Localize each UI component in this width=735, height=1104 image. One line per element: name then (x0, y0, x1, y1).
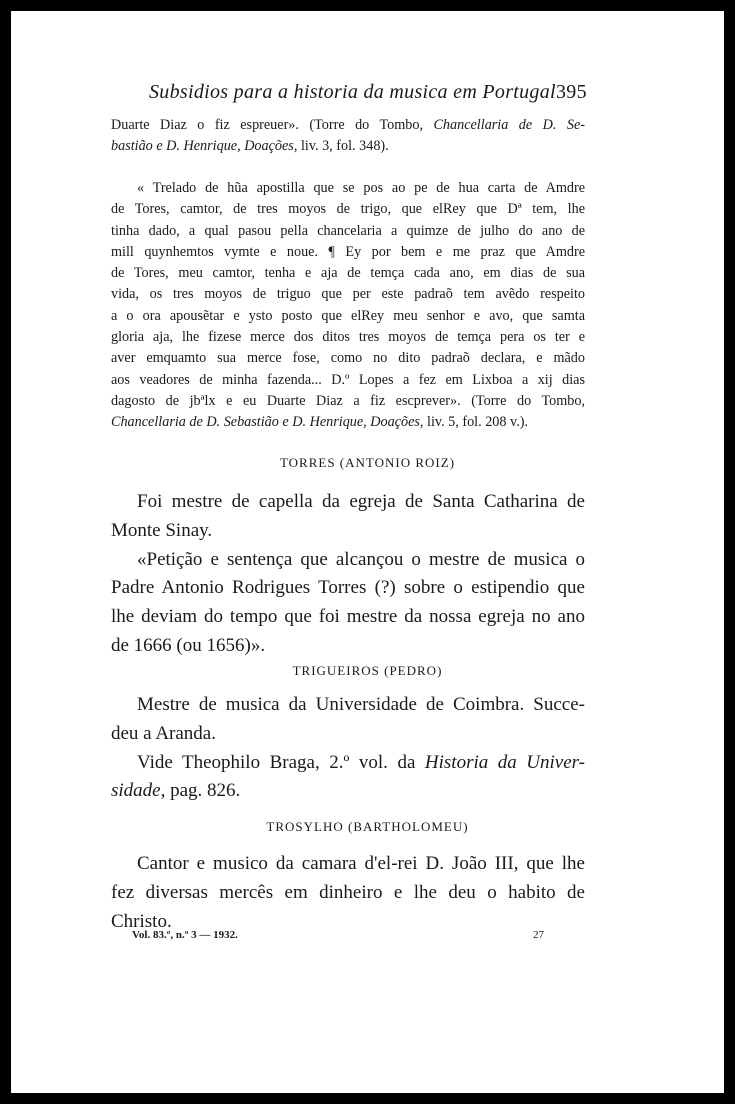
page-number: 395 (556, 81, 587, 103)
text-line: tinha dado, a qual pasou pella chancelaria a quimze de julho do ano de (111, 222, 585, 239)
text-line: Christo. (111, 910, 172, 932)
text-line: « Trelado de hũa apostilla que se pos ao pe de hua carta de Amdre (137, 180, 585, 196)
text-line: Duarte Diaz o fiz espreuer». (Torre do Tombo, Chancellaria de D. Se- (111, 117, 585, 133)
signature-mark: 27 (533, 929, 544, 941)
text-line: bastião e D. Henrique, Doações, liv. 3, fol. 348). (111, 138, 389, 155)
volume-info: Vol. 83.º, n.º 3 — 1932. (132, 929, 238, 941)
text-line: «Petição e sentença que alcançou o mestre de musica o (137, 548, 585, 570)
text-line: fez diversas mercês em dinheiro e lhe deu o habito de (111, 881, 585, 903)
text-line: dagosto de jbªlx e eu Duarte Diaz a fiz escprever». (Torre do Tombo, (111, 392, 585, 409)
text-line: Vide Theophilo Braga, 2.º vol. da Historia da Univer- (137, 751, 586, 773)
text-line: de Tores, meu camtor, tenha e aja de temça cada ano, em dias de sua (111, 265, 585, 282)
text-line: deu a Aranda. (111, 722, 216, 744)
text-line: Foi mestre de capella da egreja de Santa Catharina de (137, 491, 585, 512)
text-line: Chancellaria de D. Sebastião e D. Henrique, Doações, liv. 5, fol. 208 v.). (111, 414, 529, 431)
text-line: vida, os tres moyos de triguo que per este padraõ tem avẽdo respeito (111, 286, 585, 303)
section-heading-torres: TORRES (ANTONIO ROIZ) (279, 455, 456, 470)
text-line: aver emquamto sua merce fose, como no dito padraõ declara, e mãdo (111, 350, 585, 367)
header-title: Subsidios para a historia da musica em Portugal (149, 81, 556, 103)
section-heading-trigueiros: TRIGUEIROS (PEDRO) (292, 663, 443, 678)
quoted-document (111, 178, 585, 434)
text-line: sidade, pag. 826. (111, 780, 241, 802)
citation-continuation (111, 115, 585, 158)
text-line: gloria aja, lhe fizese merce dos ditos tres moyos de temça pera os ter e (111, 329, 585, 346)
text-line: mill quynhemtos vymte e noue. ¶ Ey por bem e me praz que Amdre (111, 243, 585, 260)
text-line: lhe deviam do tempo que foi mestre da nossa egreja no ano (111, 606, 585, 628)
text-line: de Tores, camtor, de tres moyos de trigo, que elRey que Dª tem, lhe (111, 201, 585, 218)
section-body-trosylho (111, 850, 585, 936)
text-line: Padre Antonio Rodrigues Torres (?) sobre o estipendio que (111, 577, 585, 599)
text-line: de 1666 (ou 1656)». (111, 634, 266, 656)
book-page (11, 11, 724, 1093)
text-line: a o ora apousẽtar e ysto posto que elRey meu senhor e avo, que samta (111, 307, 585, 324)
text-line: aos veadores de minha fazenda... D.º Lopes a fez em Lixboa a xij dias (111, 371, 585, 388)
text-line: Monte Sinay. (111, 519, 213, 541)
section-heading-trosylho: TROSYLHO (BARTHOLOMEU) (266, 819, 469, 834)
text-line: Cantor e musico da camara d'el-rei D. João III, que lhe (137, 853, 585, 874)
text-line: Mestre de musica da Universidade de Coimbra. Succe- (137, 694, 585, 715)
section-body-trigueiros (111, 691, 585, 806)
section-body-torres (111, 488, 585, 661)
